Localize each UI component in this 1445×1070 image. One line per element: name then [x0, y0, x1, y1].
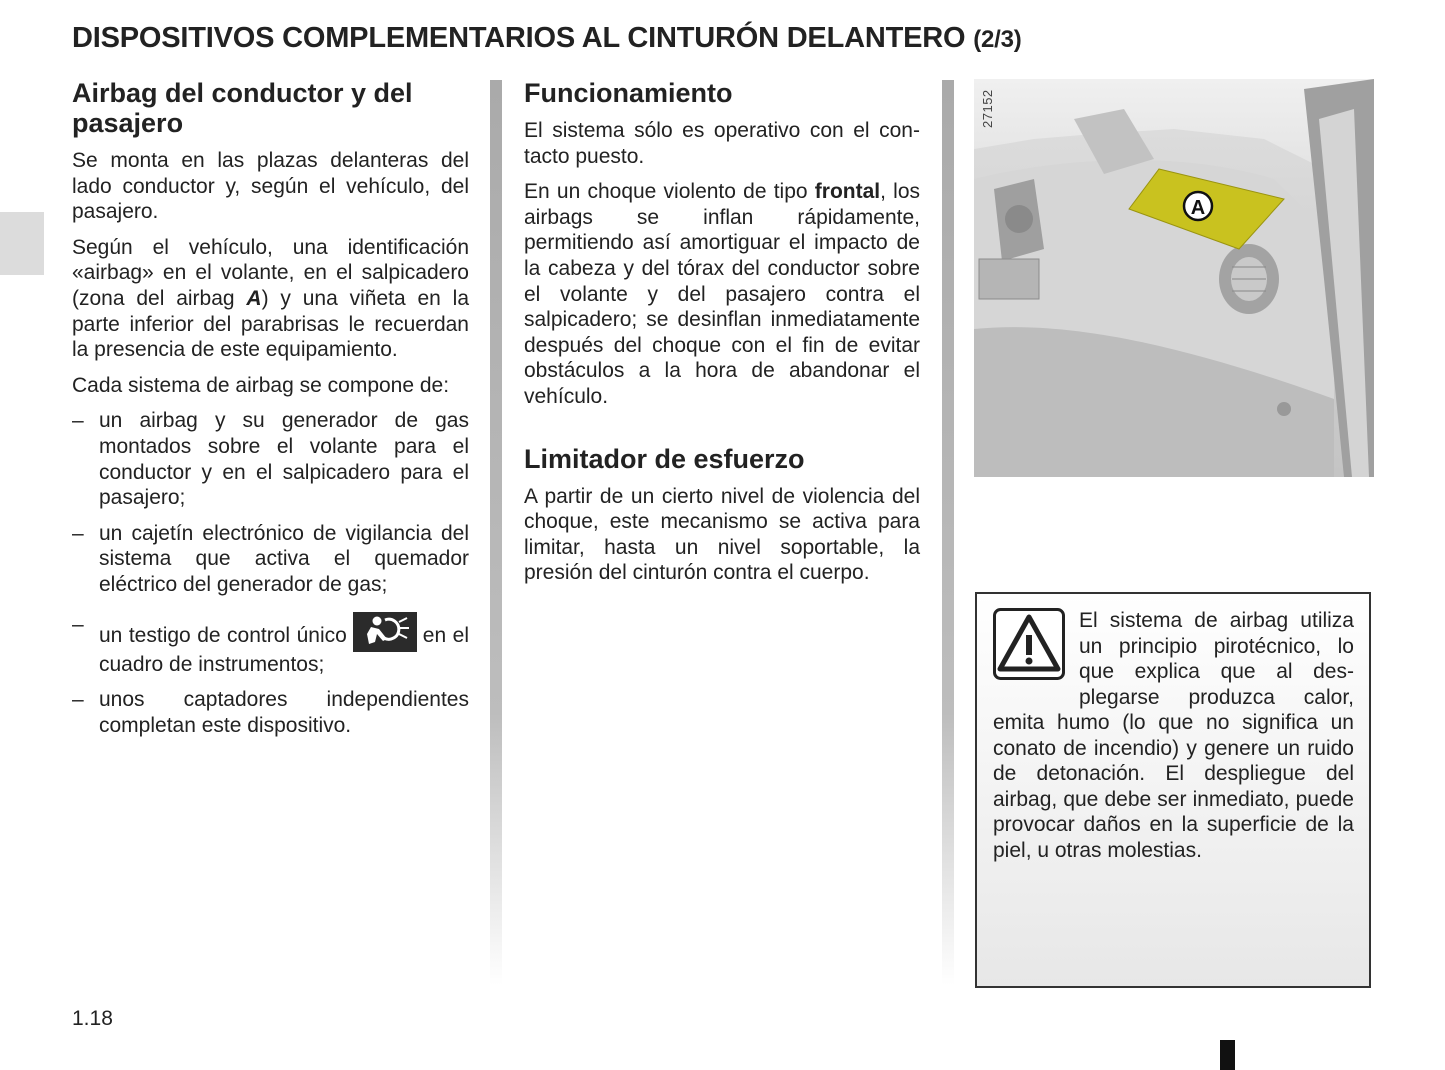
components-list	[72, 408, 469, 738]
list-item: – unos captadores independientes completan este dispositivo.	[72, 688, 469, 737]
warning-triangle-icon	[993, 608, 1065, 680]
airbag-warning-light-icon	[353, 612, 417, 652]
airbag-zone-ref: A	[246, 286, 262, 310]
paragraph-mounting: Se monta en las plazas delanteras del lado conductor y, según el vehículo, del pasajero.	[72, 149, 469, 224]
title-page-part: (2/3)	[973, 26, 1022, 53]
column-divider	[942, 80, 954, 985]
column-function	[524, 78, 920, 596]
dashboard-illustration	[974, 79, 1374, 477]
list-item: – un airbag y su generador de gas montados sobre el volante para el conductor y en el salpicadero para el pasajero;	[72, 409, 469, 510]
section-tab	[0, 212, 44, 275]
list-item: – un cajetín electrónico de vigilancia del sistema que activa el quemador eléctrico del generador de gas;	[72, 521, 469, 596]
paragraph-identification: Según el vehículo, una identificación «airbag» en el volante, en el salpicadero (zona del airbag A) y una viñeta en la parte inferior del parabrisas le recuerdan la presencia de este equipamiento.	[72, 235, 469, 362]
page-title	[72, 22, 1022, 55]
column-airbag	[72, 78, 469, 748]
page-number: 1.18	[72, 1007, 113, 1030]
paragraph-limiter: A partir de un cierto nivel de violencia del choque, este mecanismo se activa para limitar, hasta un nivel soportable, la presión del cinturón contra el cuerpo.	[524, 484, 920, 585]
list-item: – un testigo de control único en el cuadro de instrumentos;	[72, 612, 469, 676]
column-divider	[490, 80, 502, 985]
paragraph-components-intro: Cada sistema de airbag se compone de:	[72, 373, 450, 397]
paragraph-crash: En un choque violento de tipo frontal, los airbags se inflan rápidamente, permitiendo así amortiguar el impacto de la cabeza y del tórax del conductor sobre el volante y del pasajero contra el salpicadero; se desinflan inmediatamente después del choque con el fin de evitar obstáculos a la hora de abandonar el vehículo.	[524, 180, 921, 408]
heading-limitador: Limitador de esfuerzo	[524, 443, 805, 474]
title-text: DISPOSITIVOS COMPLEMENTARIOS AL CINTURÓN DELANTERO	[72, 22, 966, 54]
paragraph-operative: El sistema sólo es operativo con el contacto puesto.	[524, 119, 920, 168]
page-edge-marker	[1220, 1040, 1235, 1070]
heading-funcionamiento: Funcionamiento	[524, 78, 733, 108]
warning-box	[975, 592, 1371, 988]
figure-code: 27152	[980, 89, 995, 128]
warning-text: El sistema de airbag utiliza un principio pirotécnico, lo que explica que al desplegarse produzca calor, emita humo (lo que no significa un conato de incendio) y genere un ruido de detonación. El despliegue del airbag, que debe ser inmediato, puede provocar daños en la superficie de la piel, u otras molestias.	[993, 609, 1354, 862]
heading-airbag: Airbag del conductor y del pasajero	[72, 78, 413, 138]
zone-label: A	[1190, 197, 1206, 219]
